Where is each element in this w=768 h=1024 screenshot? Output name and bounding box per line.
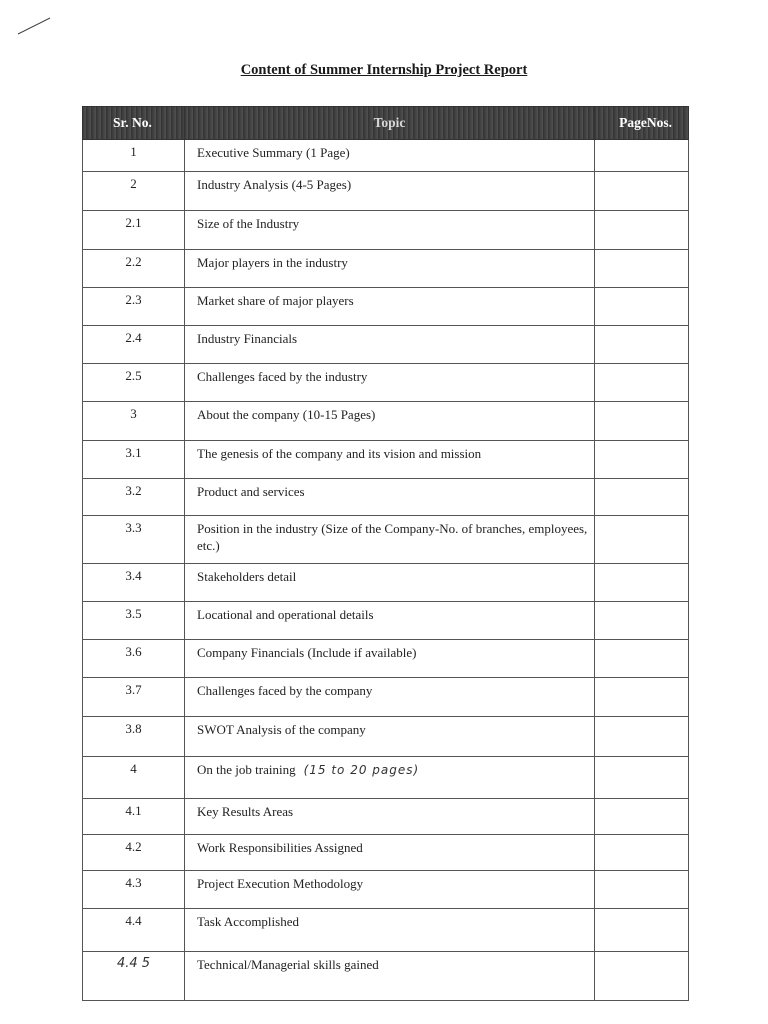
row-topic: Size of the Industry xyxy=(185,211,595,250)
row-sr-no: 4.1 xyxy=(83,799,185,835)
table-row xyxy=(83,717,689,757)
table-row xyxy=(83,835,689,871)
row-page-no xyxy=(595,140,689,172)
row-sr-no: 4.2 xyxy=(83,835,185,871)
row-sr-no: 3.6 xyxy=(83,640,185,678)
row-topic: Work Responsibilities Assigned xyxy=(185,835,595,871)
table-row xyxy=(83,564,689,602)
row-page-no xyxy=(595,678,689,717)
row-page-no xyxy=(595,799,689,835)
row-page-no xyxy=(595,479,689,516)
row-page-no xyxy=(595,326,689,364)
row-topic: Product and services xyxy=(185,479,595,516)
row-page-no xyxy=(595,516,689,564)
table-row xyxy=(83,326,689,364)
row-sr-no: 4.3 xyxy=(83,871,185,909)
row-sr-no: 1 xyxy=(83,140,185,172)
table-row xyxy=(83,871,689,909)
table-row xyxy=(83,402,689,441)
table-header-row xyxy=(83,107,689,140)
page-title: Content of Summer Internship Project Report xyxy=(240,62,528,78)
row-page-no xyxy=(595,250,689,288)
row-sr-no: 4 xyxy=(83,757,185,799)
row-page-no xyxy=(595,402,689,441)
table-row xyxy=(83,678,689,717)
row-sr-no: 4.4 5 xyxy=(83,952,185,1001)
row-sr-no: 3.5 xyxy=(83,602,185,640)
row-page-no xyxy=(595,640,689,678)
row-page-no xyxy=(595,441,689,479)
row-page-no xyxy=(595,364,689,402)
row-topic: Task Accomplished xyxy=(185,909,595,952)
row-page-no xyxy=(595,835,689,871)
row-topic: Technical/Managerial skills gained xyxy=(185,952,595,1001)
table-row xyxy=(83,479,689,516)
table-row xyxy=(83,952,689,1001)
header-sr-no: Sr. No. xyxy=(83,107,185,140)
table-row xyxy=(83,602,689,640)
row-topic: Project Execution Methodology xyxy=(185,871,595,909)
table-row xyxy=(83,211,689,250)
row-page-no xyxy=(595,602,689,640)
row-topic: Major players in the industry xyxy=(185,250,595,288)
row-topic: Executive Summary (1 Page) xyxy=(185,140,595,172)
row-sr-no: 2.1 xyxy=(83,211,185,250)
row-sr-no: 3.3 xyxy=(83,516,185,564)
table-row xyxy=(83,250,689,288)
row-topic: Position in the industry (Size of the Company-No. of branches, employees, etc.) xyxy=(185,516,595,564)
row-sr-no: 3.4 xyxy=(83,564,185,602)
table-row xyxy=(83,799,689,835)
row-topic: Stakeholders detail xyxy=(185,564,595,602)
table-row xyxy=(83,364,689,402)
row-sr-no: 3.7 xyxy=(83,678,185,717)
row-sr-no: 2 xyxy=(83,172,185,211)
row-topic: About the company (10-15 Pages) xyxy=(185,402,595,441)
row-page-no xyxy=(595,564,689,602)
row-page-no xyxy=(595,909,689,952)
contents-table xyxy=(82,106,689,1001)
row-topic-text: On the job training xyxy=(197,762,296,777)
row-topic: Key Results Areas xyxy=(185,799,595,835)
row-page-no xyxy=(595,757,689,799)
row-sr-no: 3 xyxy=(83,402,185,441)
header-page-nos: PageNos. xyxy=(595,107,689,140)
table-row xyxy=(83,441,689,479)
row-topic: SWOT Analysis of the company xyxy=(185,717,595,757)
row-topic: Industry Financials xyxy=(185,326,595,364)
row-topic: Market share of major players xyxy=(185,288,595,326)
table-row xyxy=(83,640,689,678)
pen-stroke-mark xyxy=(14,14,54,38)
row-topic: The genesis of the company and its vision and mission xyxy=(185,441,595,479)
row-sr-no: 4.4 xyxy=(83,909,185,952)
table-row xyxy=(83,288,689,326)
row-sr-no: 3.1 xyxy=(83,441,185,479)
row-topic: Challenges faced by the company xyxy=(185,678,595,717)
row-topic: Locational and operational details xyxy=(185,602,595,640)
row-page-no xyxy=(595,717,689,757)
row-page-no xyxy=(595,288,689,326)
row-page-no xyxy=(595,172,689,211)
row-topic: Industry Analysis (4-5 Pages) xyxy=(185,172,595,211)
row-page-no xyxy=(595,952,689,1001)
row-page-no xyxy=(595,871,689,909)
row-sr-no: 2.3 xyxy=(83,288,185,326)
table-row xyxy=(83,516,689,564)
row-sr-no: 3.8 xyxy=(83,717,185,757)
table-row xyxy=(83,757,689,799)
row-page-no xyxy=(595,211,689,250)
handwritten-note: (15 to 20 pages) xyxy=(303,763,420,777)
row-topic: Company Financials (Include if available) xyxy=(185,640,595,678)
header-topic: Topic xyxy=(185,107,595,140)
row-topic: Challenges faced by the industry xyxy=(185,364,595,402)
row-topic xyxy=(185,757,595,799)
row-sr-no: 2.4 xyxy=(83,326,185,364)
table-row xyxy=(83,140,689,172)
row-sr-no: 2.2 xyxy=(83,250,185,288)
table-row xyxy=(83,172,689,211)
table-row xyxy=(83,909,689,952)
row-sr-no: 3.2 xyxy=(83,479,185,516)
row-sr-no: 2.5 xyxy=(83,364,185,402)
